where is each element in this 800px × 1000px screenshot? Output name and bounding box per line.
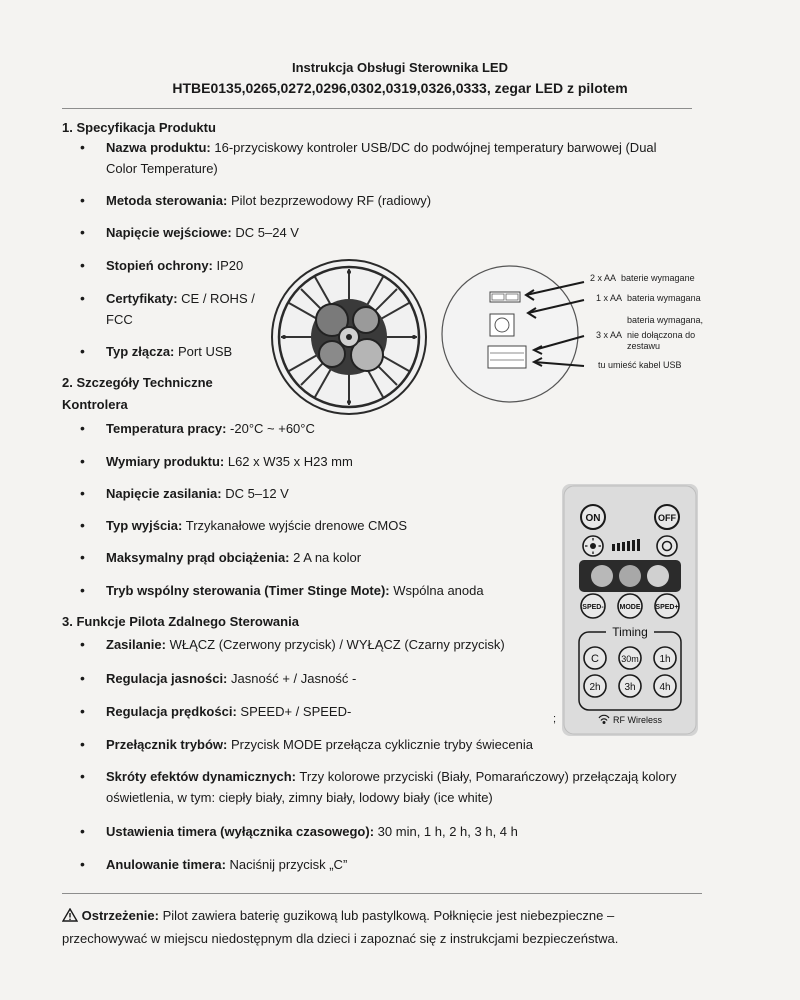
arrows [520,270,600,380]
off-button-label: OFF [658,513,676,523]
remote-control-illustration [562,484,698,736]
top-divider [62,108,692,109]
on-button-label: ON [585,513,601,524]
timer-30m-label: 30m [621,654,639,664]
battery-label-1: 2 x AA baterie wymagane [590,273,695,283]
timer-2h-label: 2h [589,682,601,693]
bottom-divider [62,893,702,894]
document-subtitle: HTBE0135,0265,0272,0296,0302,0319,0326,0333, zegar LED z pilotem [172,80,628,96]
timer-4h-label: 4h [659,682,671,693]
battery-label-4: tu umieść kabel USB [598,360,682,370]
battery-label-3c: zestawu [627,341,661,351]
document-title: Instrukcja Obsługi Sterownika LED [292,60,508,75]
section-1-heading: 1. Specyfikacja Produktu [62,120,216,135]
timing-label: Timing [612,625,648,639]
section-2-heading-line2: Kontrolera [62,397,128,412]
speed-minus-label: SPED- [582,604,604,611]
brightness-icon [583,536,603,556]
mode-label: MODE [619,604,641,611]
timer-1h-label: 1h [659,654,671,665]
rf-wireless-label: RF Wireless [613,715,662,725]
clock-illustration [270,258,428,416]
speed-plus-label: SPED+ [655,604,679,611]
stray-semicolon: ; [553,713,557,725]
section-3-heading: 3. Funkcje Pilota Zdalnego Sterowania [62,614,299,629]
instruction-page: Instrukcja Obsługi Sterownika LED HTBE0135,0265,0272,0296,0302,0319,0326,0333, zegar LED z pilotem 1. Specyfikacja Produktu • Nazwa produktu: 16-przyciskowy kontroler USB/DC do podwójnej temperatury barwowej (Dual Color Temperature) • Metoda sterowania: Pilot bezprzewodowy RF (radiowy) • Napięcie wejściowe: DC 5–24 V • Stopień ochrony: IP20 • Certyfikaty: CE / ROHS / FCC • Typ złącza: Port USB 2. Szczegóły Techniczne Kontrolera • Temperatura pracy: -20°C ~ +60°C • Wymiary produktu: L62 x W35 x H23 mm • Napięcie zasilania: DC 5–12 V • Typ wyjścia: Trzykanałowe wyjście drenowe CMOS • Maksymalny prąd obciążenia: 2 A na kolor • Tryb wspólny sterowania (Timer Stinge Mote): Wspólna anoda 3. Funkcje Pilota Zdalnego Sterowania • Zasilanie: WŁĄCZ (Czerwony przycisk) / WYŁĄCZ (Czarny przycisk) • Regulacja jasności: Jasność + / Jasność - • Regulacja prędkości: SPEED+ / SPEED- • Przełącznik trybów: Przycisk MODE przełącza cyklicznie tryby świecenia • Skróty efektów dynamicznych: Trzy kolorowe przyciski (Biały, Pomarańczowy) przełączają kolory oświetlenia, w tym: ciepły biały, zimny biały, lodowy biały (ice white) • Ustawienia timera (wyłącznika czasowego): 30 min, 1 h, 2 h, 3 h, 4 h • Anulowanie timera: Naciśnij przycisk „C” Ostrzeżenie: Pilot zawiera baterię guzikową lub pastylkową. Połknięcie jest niebezpieczne – przechowywać w miejscu niedostępnym dla dzieci i zapoznać się z instrukcjami bezpieczeństwa. 2 x AA baterie wymagane 1 x AA bateria wymagana bateria wymagana, 3 x AA nie dołączona do zestawu tu umieść kabel USB ON OFF SPED- MODE SPED+ Timing C 30m 1h 2h 3h 4h RF Wireless ; [0,0,800,1000]
warning-icon [62,908,78,922]
battery-label-3b: 3 x AA nie dołączona do [596,330,696,340]
timer-c-label: C [591,653,599,665]
battery-label-2: 1 x AA bateria wymagana [596,293,701,303]
battery-label-3a: bateria wymagana, [627,315,704,325]
warning-note: Ostrzeżenie: Pilot zawiera baterię guzikową lub pastylkową. Połknięcie jest niebezpieczne – przechowywać w miejscu niedostępnym dla dzieci i zapoznać się z instrukcjami bezpieczeństwa. [62,908,619,946]
remote-drawing [562,484,698,736]
timer-3h-label: 3h [624,682,636,693]
section-2-heading-line1: 2. Szczegóły Techniczne [62,375,213,390]
